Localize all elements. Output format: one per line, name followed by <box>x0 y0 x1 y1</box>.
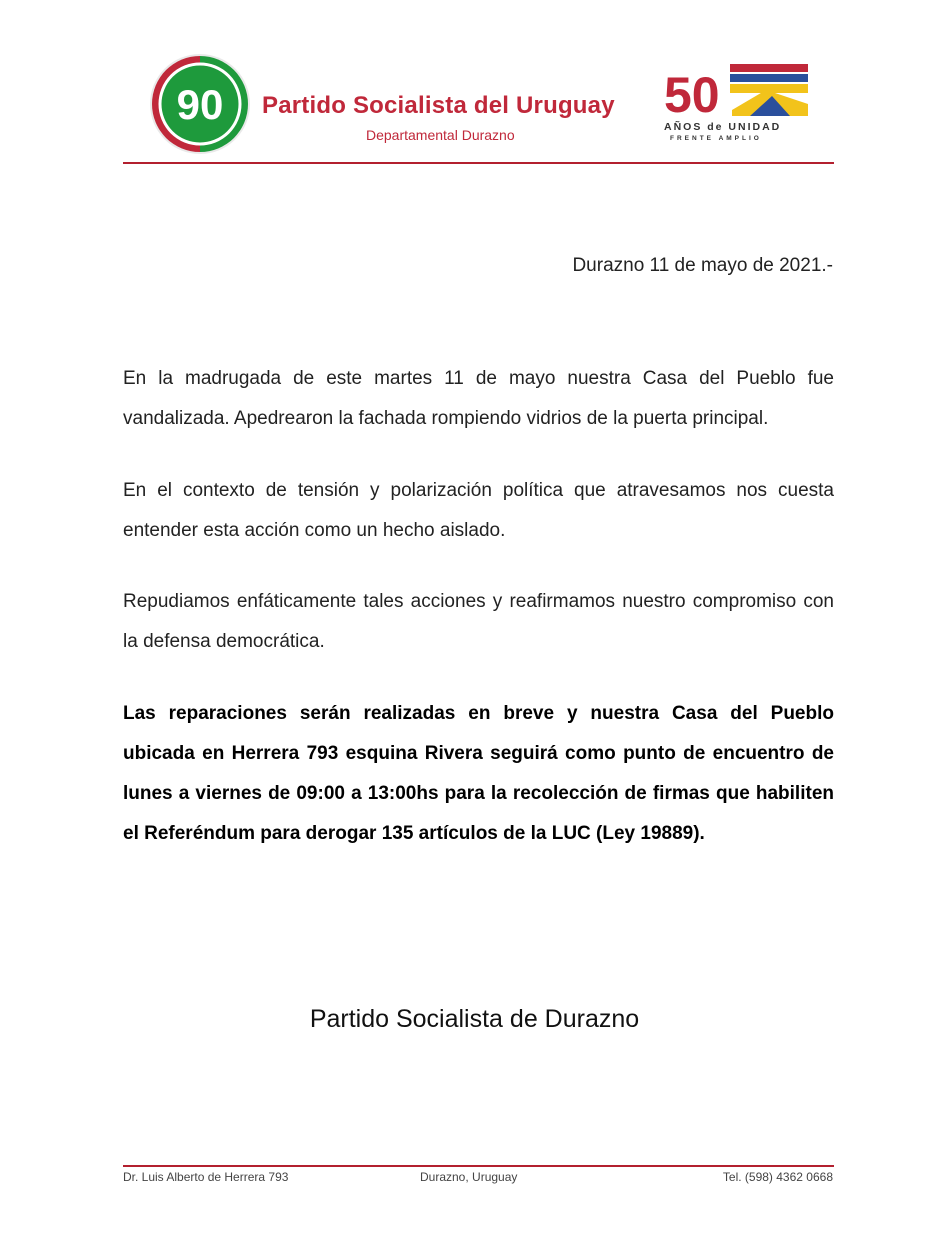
footer-phone: Tel. (598) 4362 0668 <box>722 1170 833 1184</box>
paragraph-announcement: Las reparaciones serán realizadas en breve y nuestra Casa del Pueblo ubicada en Herrera 793 esquina Rivera seguirá como punto de encuentro de lunes a viernes de 09:00 a 13:00hs para la recolección de firmas que habiliten el Referéndum para derogar 135 artículos de la LUC (Ley 19889). <box>123 703 834 844</box>
frente-amplio-50-logo <box>662 60 810 144</box>
letter-date: Durazno 11 de mayo de 2021.- <box>572 255 833 276</box>
party-name: Partido Socialista del Uruguay <box>262 92 615 119</box>
paragraph-2: En el contexto de tensión y polarización política que atravesamos nos cuesta entender esta acción como un hecho aislado. <box>123 480 834 541</box>
anniversary-line1: AÑOS de UNIDAD <box>664 121 782 133</box>
paragraph-3: Repudiamos enfáticamente tales acciones y reafirmamos nuestro compromiso con la defensa democrática. <box>123 591 834 652</box>
header-divider <box>123 162 834 164</box>
anniversary-line2: FRENTE AMPLIO <box>670 135 762 142</box>
department-name: Departamental Durazno <box>366 127 515 143</box>
anniversary-number: 50 <box>664 67 720 123</box>
letterhead <box>0 0 949 170</box>
logo-number: 90 <box>176 81 224 128</box>
footer-divider <box>123 1165 834 1167</box>
paragraph-1: En la madrugada de este martes 11 de mayo nuestra Casa del Pueblo fue vandalizada. Apedrearon la fachada rompiendo vidrios de la puerta principal. <box>123 368 834 429</box>
footer-address: Dr. Luis Alberto de Herrera 793 <box>123 1170 289 1184</box>
footer-city: Durazno, Uruguay <box>420 1170 518 1184</box>
ps-90-logo <box>148 52 252 156</box>
signature: Partido Socialista de Durazno <box>309 1005 640 1033</box>
